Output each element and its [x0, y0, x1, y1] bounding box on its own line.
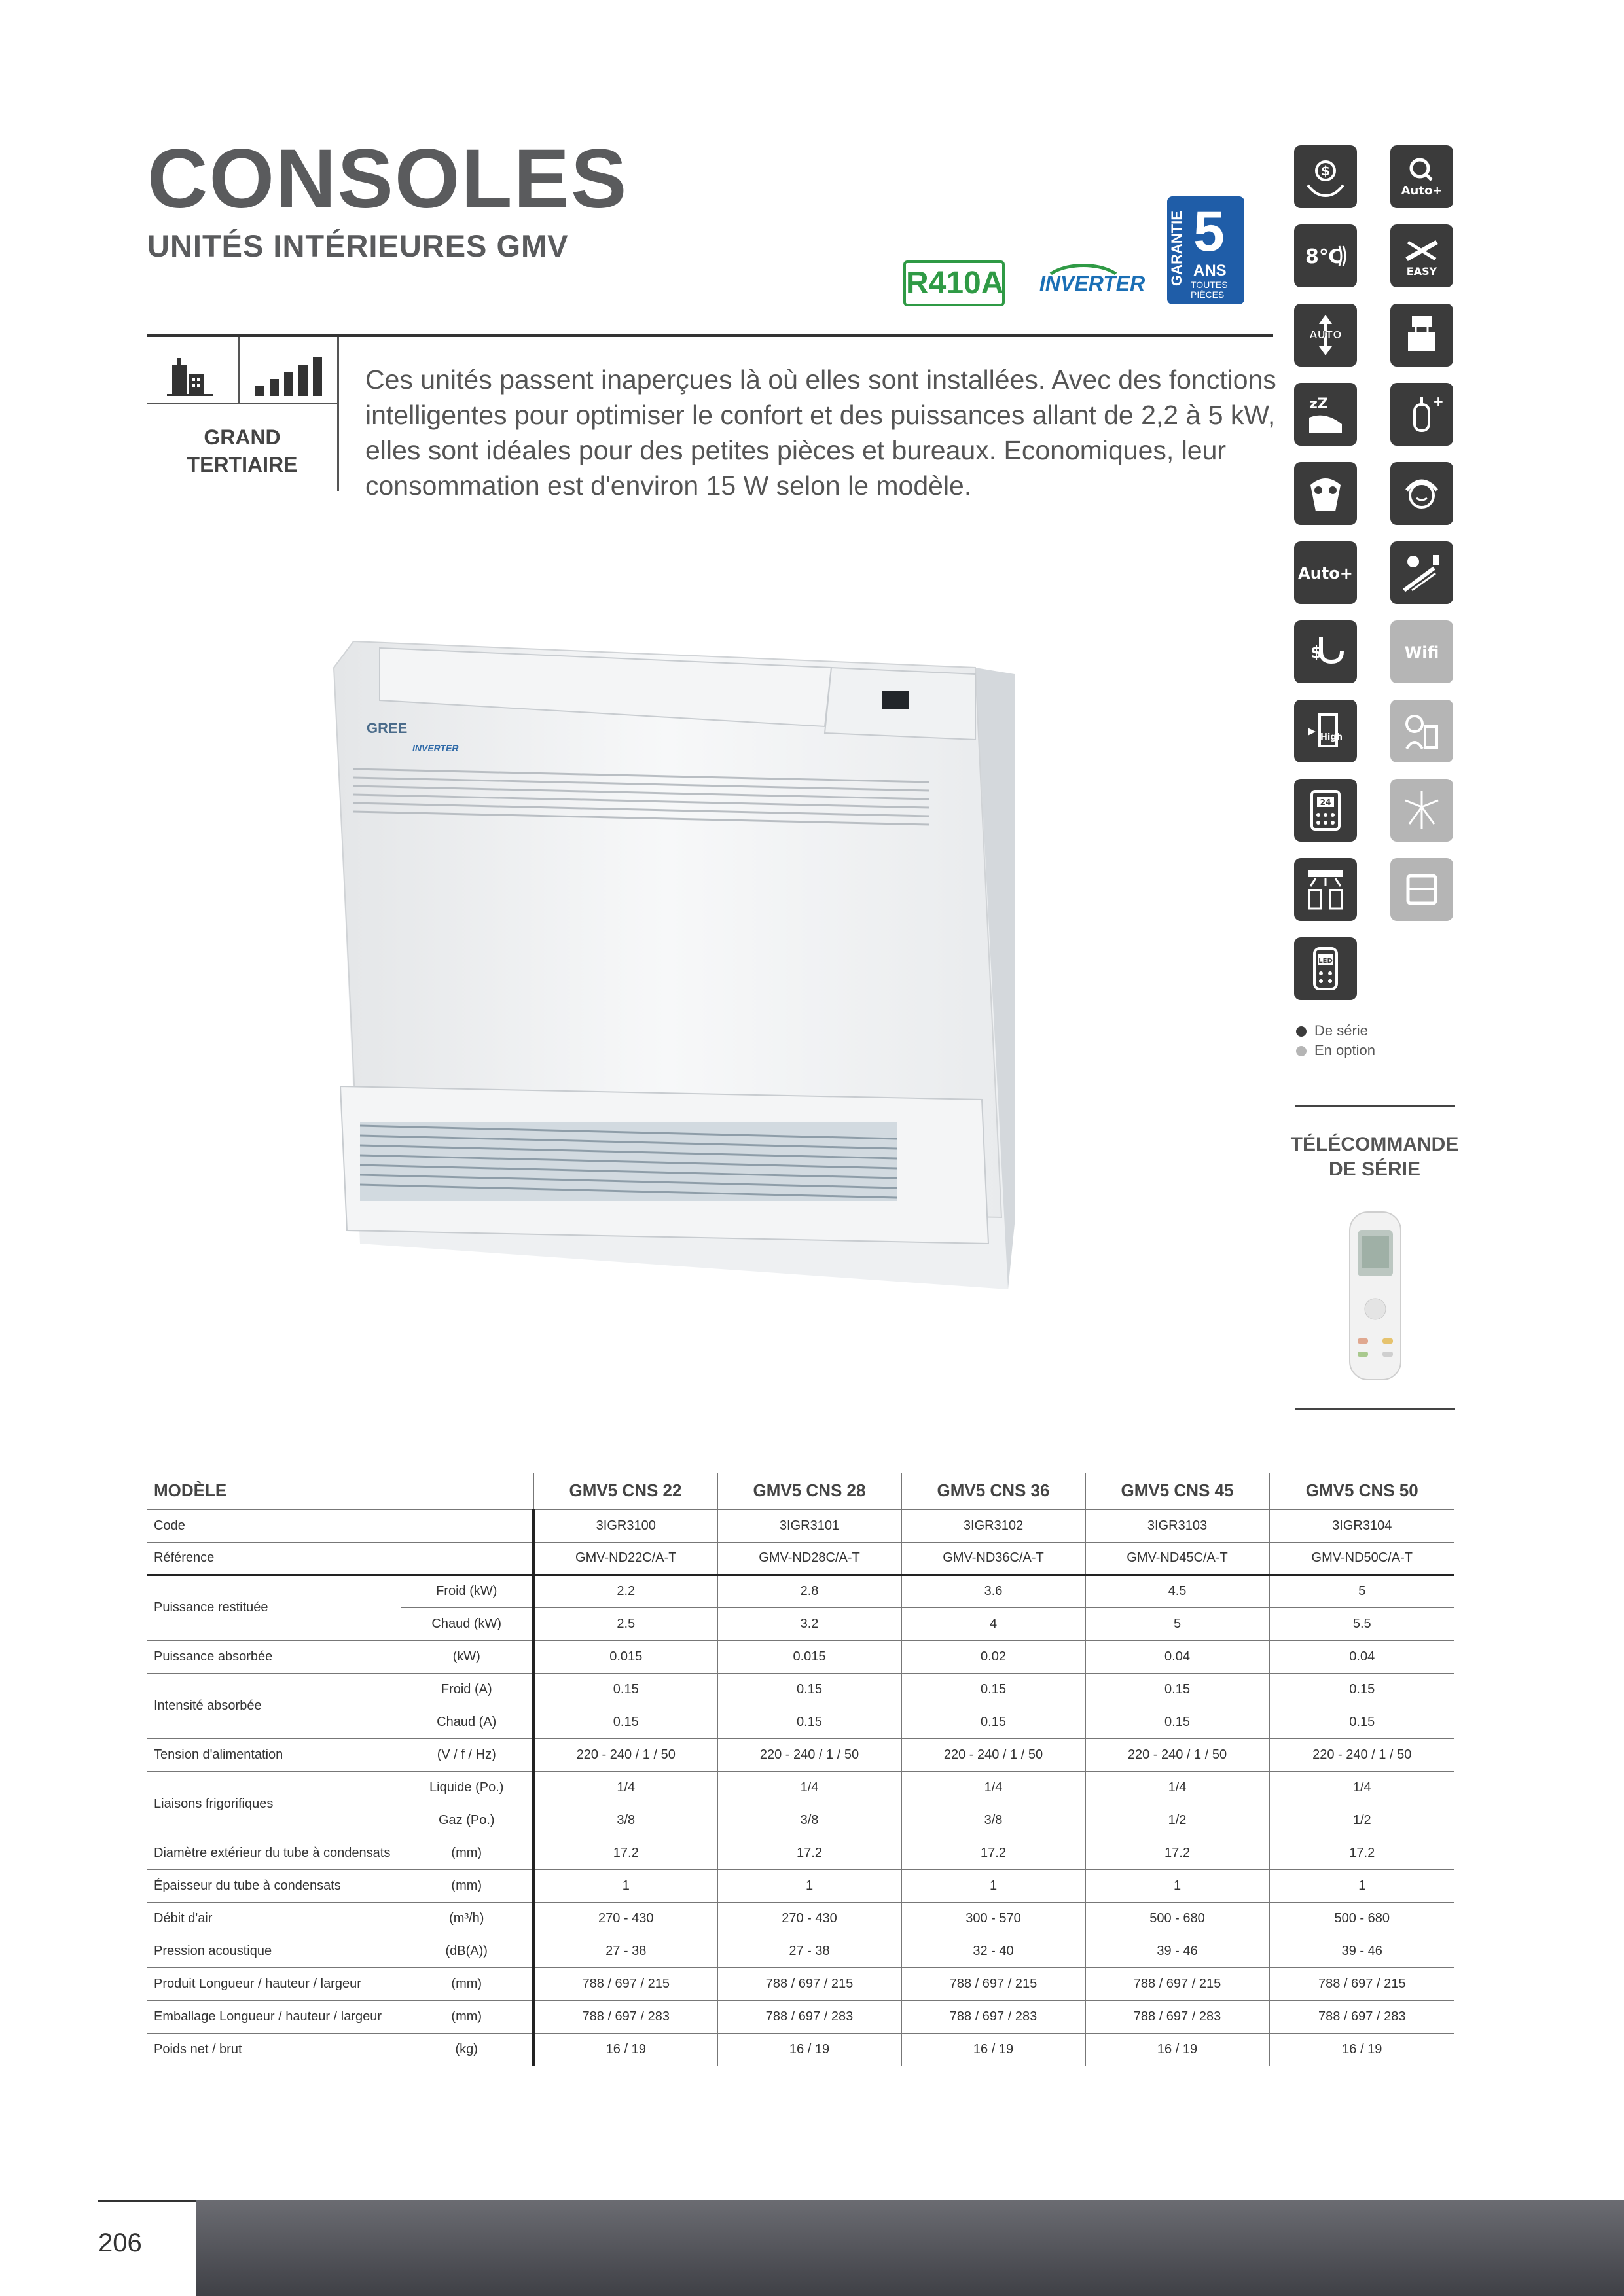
value-cell: 1 [717, 1869, 901, 1902]
value-cell: 0.04 [1085, 1640, 1269, 1673]
value-cell: 788 / 697 / 215 [717, 1967, 901, 2000]
value-cell: 788 / 697 / 283 [1085, 2000, 1269, 2033]
reference-cell: GMV-ND36C/A-T [901, 1542, 1085, 1575]
row-unit-label: Froid (A) [401, 1673, 533, 1706]
value-cell: 1 [1085, 1869, 1269, 1902]
page-number: 206 [98, 2229, 142, 2257]
code-cell: 3IGR3103 [1085, 1509, 1269, 1542]
remote-bottom-rule [1295, 1408, 1455, 1410]
value-cell: 27 - 38 [533, 1935, 717, 1967]
description: Ces unités passent inaperçues là où elles sont installées. Avec des fonctions intelligentes pour optimiser le confort et des puissances allant de 2,2 à 5 kW, elles sont idéales pour des petites pièces et bureaux. Economiques, leur consommation est d'environ 15 W selon le modèle. [365, 365, 1276, 501]
svg-text:Auto+: Auto+ [1401, 184, 1443, 198]
legend-standard-dot [1296, 1026, 1307, 1037]
auto-swing-icon [1294, 304, 1357, 367]
value-cell: 32 - 40 [901, 1935, 1085, 1967]
value-cell: 1/4 [901, 1771, 1085, 1804]
legend-option-label: En option [1314, 1042, 1375, 1058]
segment-label: GRAND TERTIAIRE [187, 425, 298, 476]
row-unit-label: (kg) [401, 2033, 533, 2066]
value-cell: 17.2 [1085, 1837, 1269, 1869]
value-cell: 3.6 [901, 1575, 1085, 1607]
row-unit-label: (mm) [401, 2000, 533, 2033]
value-cell: 1/4 [533, 1771, 717, 1804]
high-pressure-icon [1294, 700, 1357, 762]
led-remote-icon [1294, 937, 1357, 1000]
anti-cold-air-icon [1390, 541, 1453, 604]
value-cell: 220 - 240 / 1 / 50 [533, 1738, 717, 1771]
page-title: CONSOLES [147, 132, 628, 226]
value-cell: 1 [901, 1869, 1085, 1902]
table-row-code [147, 1509, 1454, 1542]
code-label: Code [147, 1509, 533, 1542]
table-row [147, 1837, 1454, 1869]
value-cell: 39 - 46 [1269, 1935, 1454, 1967]
segment-box [147, 337, 339, 491]
value-cell: 2.8 [717, 1575, 901, 1607]
value-cell: 17.2 [533, 1837, 717, 1869]
row-unit-label: (V / f / Hz) [401, 1738, 533, 1771]
model-header: GMV5 CNS 22 [533, 1473, 717, 1509]
value-cell: 0.15 [901, 1673, 1085, 1706]
table-row [147, 2000, 1454, 2033]
value-cell: 270 - 430 [533, 1902, 717, 1935]
row-group-label: Diamètre extérieur du tube à condensats [147, 1837, 401, 1869]
reference-label: Référence [147, 1542, 533, 1575]
group-control-icon [1294, 858, 1357, 921]
row-group-label: Débit d'air [147, 1902, 401, 1935]
value-cell: 220 - 240 / 1 / 50 [717, 1738, 901, 1771]
table-row [147, 1575, 1454, 1607]
value-cell: 2.2 [533, 1575, 717, 1607]
wired-controller-icon [1390, 700, 1453, 762]
value-cell: 16 / 19 [717, 2033, 901, 2066]
row-group-label: Puissance absorbée [147, 1640, 401, 1673]
turbo-icon [1390, 383, 1453, 446]
value-cell: 788 / 697 / 215 [1085, 1967, 1269, 2000]
row-unit-label: (kW) [401, 1640, 533, 1673]
sleep-mode-icon [1294, 383, 1357, 446]
row-unit-label: Froid (kW) [401, 1575, 533, 1607]
svg-text:$: $ [1310, 643, 1323, 662]
row-unit-label: (dB(A)) [401, 1935, 533, 1967]
value-cell: 788 / 697 / 283 [901, 2000, 1085, 2033]
easy-maintenance-icon [1390, 224, 1453, 287]
svg-text:GREE: GREE [367, 720, 408, 736]
remote-control-image [1348, 1211, 1402, 1381]
value-cell: 788 / 697 / 283 [717, 2000, 901, 2033]
value-cell: 1/4 [1085, 1771, 1269, 1804]
value-cell: 27 - 38 [717, 1935, 901, 1967]
self-cleaning-icon [1390, 304, 1453, 367]
svg-text:Wifi: Wifi [1404, 643, 1439, 662]
svg-text:Auto+: Auto+ [1298, 564, 1353, 583]
reference-cell: GMV-ND45C/A-T [1085, 1542, 1269, 1575]
table-row [147, 1869, 1454, 1902]
row-unit-label: (mm) [401, 1967, 533, 2000]
row-unit-label: Liquide (Po.) [401, 1771, 533, 1804]
value-cell: 788 / 697 / 283 [533, 2000, 717, 2033]
table-row [147, 1738, 1454, 1771]
value-cell: 0.15 [533, 1673, 717, 1706]
value-cell: 220 - 240 / 1 / 50 [1085, 1738, 1269, 1771]
row-group-label: Épaisseur du tube à condensats [147, 1869, 401, 1902]
svg-text:AUTO: AUTO [1309, 329, 1342, 341]
value-cell: 500 - 680 [1269, 1902, 1454, 1935]
row-unit-label: (m³/h) [401, 1902, 533, 1935]
8c-heating-icon [1294, 224, 1357, 287]
legend-standard-label: De série [1314, 1022, 1368, 1039]
value-cell: 17.2 [1269, 1837, 1454, 1869]
value-cell: 3/8 [533, 1804, 717, 1837]
value-cell: 17.2 [901, 1837, 1085, 1869]
footer-bar [196, 2200, 1624, 2296]
svg-text:zZ: zZ [1309, 396, 1328, 412]
auto-plus-icon [1294, 541, 1357, 604]
value-cell: 1/2 [1085, 1804, 1269, 1837]
value-cell: 0.15 [1085, 1706, 1269, 1738]
wifi-icon [1390, 620, 1453, 683]
row-unit-label: Gaz (Po.) [401, 1804, 533, 1837]
value-cell: 4.5 [1085, 1575, 1269, 1607]
value-cell: 270 - 430 [717, 1902, 901, 1935]
value-cell: 3/8 [717, 1804, 901, 1837]
remote-title: TÉLÉCOMMANDE DE SÉRIE [1290, 1134, 1459, 1180]
auto-restart-icon [1294, 620, 1357, 683]
value-cell: 17.2 [717, 1837, 901, 1869]
value-cell: 16 / 19 [533, 2033, 717, 2066]
code-cell: 3IGR3101 [717, 1509, 901, 1542]
value-cell: 788 / 697 / 215 [901, 1967, 1085, 2000]
remote-top-rule [1295, 1105, 1455, 1107]
value-cell: 5.5 [1269, 1607, 1454, 1640]
value-cell: 788 / 697 / 215 [1269, 1967, 1454, 2000]
row-group-label: Produit Longueur / hauteur / largeur [147, 1967, 401, 2000]
value-cell: 0.15 [1085, 1673, 1269, 1706]
row-unit-label: (mm) [401, 1869, 533, 1902]
model-header: GMV5 CNS 50 [1269, 1473, 1454, 1509]
auto-search-icon [1390, 145, 1453, 208]
footer-line [98, 2200, 196, 2202]
row-unit-label: Chaud (A) [401, 1706, 533, 1738]
row-group-label: Pression acoustique [147, 1935, 401, 1967]
reference-cell: GMV-ND22C/A-T [533, 1542, 717, 1575]
table-header-row [147, 1473, 1454, 1509]
power-icon [1294, 462, 1357, 525]
inverter-logo-text: INVERTER [1039, 272, 1146, 295]
svg-text:LED: LED [1318, 958, 1333, 965]
svg-text:24: 24 [1320, 798, 1331, 807]
timer-24h-icon [1294, 779, 1357, 842]
header-modele: MODÈLE [147, 1473, 533, 1509]
value-cell: 788 / 697 / 283 [1269, 2000, 1454, 2033]
value-cell: 500 - 680 [1085, 1902, 1269, 1935]
value-cell: 1 [1269, 1869, 1454, 1902]
table-row [147, 1640, 1454, 1673]
r410a-logo: R410A [903, 260, 1005, 306]
value-cell: 0.04 [1269, 1640, 1454, 1673]
garantie-5-ans-logo: GARANTIE 5 ANS TOUTES PIÈCES [1167, 196, 1244, 304]
value-cell: 5 [1085, 1607, 1269, 1640]
value-cell: 0.02 [901, 1640, 1085, 1673]
cold-plasma-icon [1390, 779, 1453, 842]
inverter-logo [1034, 259, 1146, 311]
code-cell: 3IGR3104 [1269, 1509, 1454, 1542]
code-cell: 3IGR3100 [533, 1509, 717, 1542]
quiet-icon [1390, 462, 1453, 525]
table-row [147, 1935, 1454, 1967]
table-row [147, 2033, 1454, 2066]
value-cell: 220 - 240 / 1 / 50 [1269, 1738, 1454, 1771]
value-cell: 16 / 19 [901, 2033, 1085, 2066]
legend-option-dot [1296, 1046, 1307, 1056]
svg-text:INVERTER: INVERTER [412, 743, 459, 753]
row-group-label: Emballage Longueur / hauteur / largeur [147, 2000, 401, 2033]
filter-icon [1390, 858, 1453, 921]
row-group-label: Tension d'alimentation [147, 1738, 401, 1771]
economy-icon [1294, 145, 1357, 208]
svg-text:8℃: 8℃ [1305, 245, 1343, 268]
value-cell: 3/8 [901, 1804, 1085, 1837]
table-row-reference [147, 1542, 1454, 1575]
legend [1296, 1021, 1375, 1060]
value-cell: 0.015 [717, 1640, 901, 1673]
row-group-label: Liaisons frigorifiques [147, 1771, 401, 1837]
console-unit-image [321, 628, 1028, 1299]
value-cell: 2.5 [533, 1607, 717, 1640]
building-icon [167, 357, 219, 396]
value-cell: 788 / 697 / 215 [533, 1967, 717, 2000]
value-cell: 1/4 [717, 1771, 901, 1804]
value-cell: 16 / 19 [1269, 2033, 1454, 2066]
table-row [147, 1902, 1454, 1935]
row-group-label: Poids net / brut [147, 2033, 401, 2066]
value-cell: 220 - 240 / 1 / 50 [901, 1738, 1085, 1771]
model-header: GMV5 CNS 28 [717, 1473, 901, 1509]
table-row [147, 1673, 1454, 1706]
value-cell: 16 / 19 [1085, 2033, 1269, 2066]
value-cell: 0.15 [717, 1706, 901, 1738]
value-cell: 0.015 [533, 1640, 717, 1673]
code-cell: 3IGR3102 [901, 1509, 1085, 1542]
spec-table [147, 1473, 1454, 2066]
value-cell: 5 [1269, 1575, 1454, 1607]
reference-cell: GMV-ND28C/A-T [717, 1542, 901, 1575]
svg-text:EASY: EASY [1406, 265, 1437, 278]
value-cell: 0.15 [533, 1706, 717, 1738]
svg-text:$: $ [1321, 163, 1330, 179]
value-cell: 4 [901, 1607, 1085, 1640]
value-cell: 0.15 [901, 1706, 1085, 1738]
value-cell: 0.15 [1269, 1673, 1454, 1706]
value-cell: 1 [533, 1869, 717, 1902]
svg-text:High: High [1320, 732, 1343, 742]
value-cell: 3.2 [717, 1607, 901, 1640]
model-header: GMV5 CNS 45 [1085, 1473, 1269, 1509]
row-group-label: Puissance restituée [147, 1575, 401, 1640]
value-cell: 1/4 [1269, 1771, 1454, 1804]
value-cell: 0.15 [717, 1673, 901, 1706]
model-header: GMV5 CNS 36 [901, 1473, 1085, 1509]
page-subtitle: UNITÉS INTÉRIEURES GMV [147, 228, 569, 263]
table-row [147, 1771, 1454, 1804]
value-cell: 300 - 570 [901, 1902, 1085, 1935]
table-row [147, 1967, 1454, 2000]
value-cell: 0.15 [1269, 1706, 1454, 1738]
value-cell: 1/2 [1269, 1804, 1454, 1837]
value-cell: 39 - 46 [1085, 1935, 1269, 1967]
svg-text:+: + [1433, 393, 1444, 409]
reference-cell: GMV-ND50C/A-T [1269, 1542, 1454, 1575]
row-unit-label: (mm) [401, 1837, 533, 1869]
row-group-label: Intensité absorbée [147, 1673, 401, 1738]
row-unit-label: Chaud (kW) [401, 1607, 533, 1640]
signal-bars-icon [255, 357, 327, 396]
